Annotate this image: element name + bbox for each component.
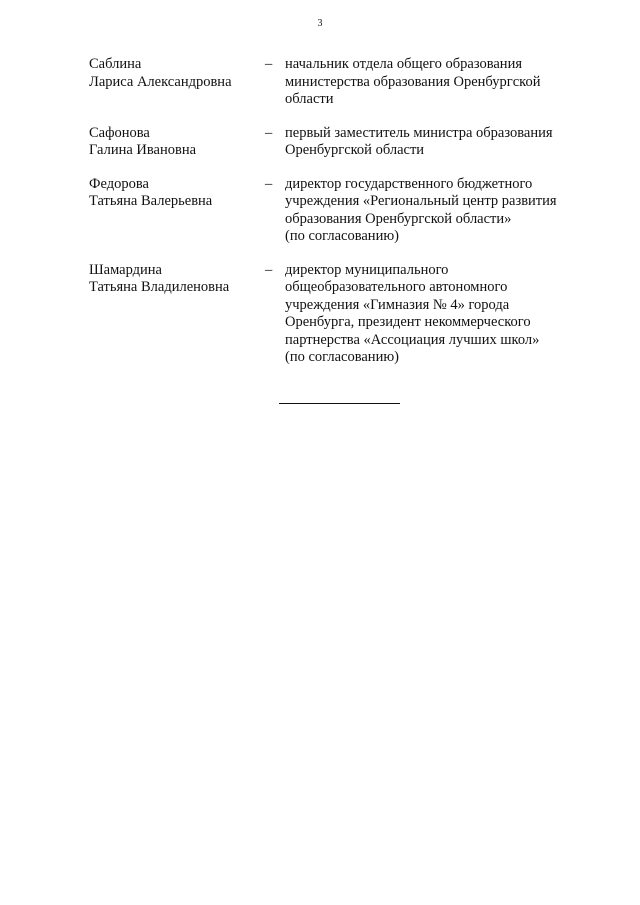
role-line: Оренбурга, президент некоммерческого [285, 314, 531, 330]
role-line: партнерства «Ассоциация лучших школ» [285, 331, 540, 348]
closing-divider-line [279, 403, 400, 404]
member-entry [89, 176, 569, 246]
member-name [89, 176, 265, 246]
role-line: министерства образования Оренбургской [285, 73, 541, 90]
role-line: директор государственного бюджетного [285, 175, 533, 192]
member-given-names: Татьяна Владиленовна [89, 279, 230, 295]
role-line: Оренбургской области [285, 142, 425, 158]
member-given-names: Татьяна Валерьевна [89, 193, 213, 209]
member-surname: Шамардина [89, 261, 162, 278]
role-line: учреждения «Гимназия № 4» города [285, 296, 510, 313]
member-name [89, 125, 265, 160]
member-surname: Саблина [89, 56, 142, 72]
entry-dash: – [265, 124, 273, 141]
role-line: области [285, 91, 334, 107]
member-surname: Федорова [89, 175, 149, 192]
entry-dash: – [265, 56, 273, 72]
role-line: общеобразовательного автономного [285, 279, 508, 295]
role-line: директор муниципального [285, 261, 449, 278]
role-line: (по согласованию) [285, 349, 399, 365]
entry-dash: – [265, 261, 273, 278]
member-entry [89, 125, 569, 160]
member-list [89, 56, 569, 383]
member-surname: Сафонова [89, 124, 150, 141]
member-entry [89, 262, 569, 367]
role-line: первый заместитель министра образования [285, 124, 553, 141]
member-entry [89, 56, 569, 109]
member-given-names: Галина Ивановна [89, 142, 197, 158]
member-role [285, 176, 569, 246]
member-name [89, 262, 265, 367]
member-role [285, 125, 569, 160]
member-name [89, 56, 265, 109]
member-role [285, 56, 569, 109]
page-number: 3 [317, 18, 323, 29]
role-line: (по согласованию) [285, 228, 399, 244]
entry-dash: – [265, 175, 273, 192]
role-line: образования Оренбургской области» [285, 210, 512, 227]
member-given-names: Лариса Александровна [89, 73, 232, 90]
role-line: учреждения «Региональный центр развития [285, 193, 557, 209]
member-role [285, 262, 569, 367]
role-line: начальник отдела общего образования [285, 56, 522, 72]
